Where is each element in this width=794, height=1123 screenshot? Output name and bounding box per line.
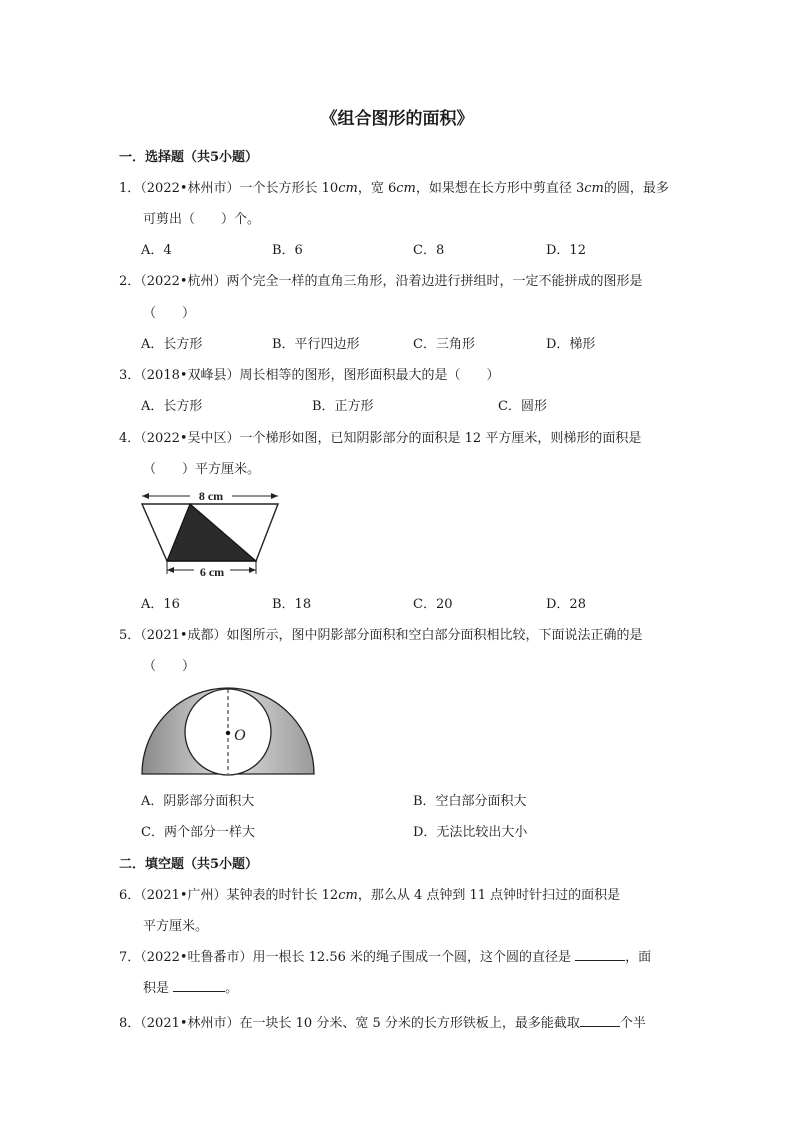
q1-option-b: B．6 (272, 243, 303, 258)
q3-option-b: B．正方形 (312, 399, 374, 414)
question-6-line-1 (119, 884, 620, 903)
question-7-line-2 (143, 977, 238, 996)
q1-unit-2: cm (396, 181, 416, 196)
q1-option-c: C．8 (413, 243, 445, 258)
q4-option-b: B．18 (272, 597, 312, 612)
question-8-line-1 (119, 1012, 646, 1031)
page-title: 《组合图形的面积》 (320, 109, 474, 129)
q6-text-a: 6．（2021•广州）某钟表的时针长 12 (119, 888, 339, 903)
q7-text-c: 积是 (143, 981, 170, 996)
q7-text-a: 7．（2022•吐鲁番市）用一根长 12.56 米的绳子围成一个圆，这个圆的直径是 (119, 950, 572, 965)
q1-option-a: A．4 (141, 243, 172, 258)
q4-option-d: D．28 (546, 597, 586, 612)
question-7-line-1 (119, 946, 651, 965)
trapezoid-top-label: 8 cm (198, 489, 224, 503)
question-3-line-1: 3．（2018•双峰县）周长相等的图形，图形面积最大的是（ ） (119, 368, 500, 383)
question-5-line-2: （ ） (143, 659, 196, 674)
q7-blank-diameter[interactable] (575, 960, 625, 961)
q1-unit-3: cm (584, 181, 604, 196)
q2-option-c: C．三角形 (413, 337, 475, 352)
q4-option-c: C．20 (413, 597, 453, 612)
q7-text-b: ，面 (625, 950, 652, 965)
section-heading-choice: 一．选择题（共5小题） (119, 150, 259, 165)
q3-option-a: A．长方形 (141, 399, 203, 414)
question-1-line-1 (119, 177, 669, 196)
q6-unit: cm (338, 888, 358, 903)
section-heading-fill: 二．填空题（共5小题） (119, 857, 259, 872)
q1-unit-1: cm (338, 181, 358, 196)
trapezoid-figure (138, 484, 284, 582)
q8-blank-count[interactable] (580, 1026, 620, 1027)
q8-text-a: 8．（2021•林州市）在一块长 10 分米、宽 5 分米的长方形铁板上，最多能截取 (119, 1016, 580, 1031)
q3-option-c: C．圆形 (498, 399, 547, 414)
question-4-line-1: 4．（2022•吴中区）一个梯形如图，已知阴影部分的面积是 12 平方厘米，则梯形的面积是 (119, 431, 642, 446)
q1-option-d: D．12 (546, 243, 586, 258)
q1-text-d: 的圆，最多 (603, 181, 669, 196)
question-6-line-2: 平方厘米。 (143, 919, 209, 934)
q8-text-b: 个半 (619, 1016, 646, 1031)
q1-text-b: ，宽 6 (357, 181, 397, 196)
q7-end-mark: 。 (225, 981, 239, 996)
q1-text-a: 1．（2022•林州市）一个长方形长 10 (119, 181, 339, 196)
q5-option-d: D．无法比较出大小 (413, 825, 528, 840)
q1-text-c: ，如果想在长方形中剪直径 3 (415, 181, 585, 196)
q5-option-b: B．空白部分面积大 (413, 794, 527, 809)
question-4-line-2: （ ）平方厘米。 (143, 462, 261, 477)
semicircle-figure (138, 682, 318, 778)
q5-option-a: A．阴影部分面积大 (141, 794, 255, 809)
question-1-line-2: 可剪出（ ）个。 (143, 212, 261, 227)
q7-blank-area[interactable] (173, 991, 225, 992)
q4-option-a: A．16 (141, 597, 180, 612)
question-2-line-1: 2．（2022•杭州）两个完全一样的直角三角形，沿着边进行拼组时，一定不能拼成的图形是 (119, 274, 643, 289)
q5-option-c: C．两个部分一样大 (141, 825, 255, 840)
q2-option-a: A．长方形 (141, 337, 203, 352)
question-5-line-1: 5．（2021•成都）如图所示，图中阴影部分面积和空白部分面积相比较，下面说法正确的是 (119, 628, 643, 643)
question-2-line-2: （ ） (143, 306, 196, 321)
center-label-o: O (234, 727, 246, 744)
trapezoid-bottom-label: 6 cm (199, 565, 225, 579)
q6-text-b: ，那么从 4 点钟到 11 点钟时针扫过的面积是 (357, 888, 621, 903)
q2-option-d: D．梯形 (546, 337, 596, 352)
q2-option-b: B．平行四边形 (272, 337, 360, 352)
